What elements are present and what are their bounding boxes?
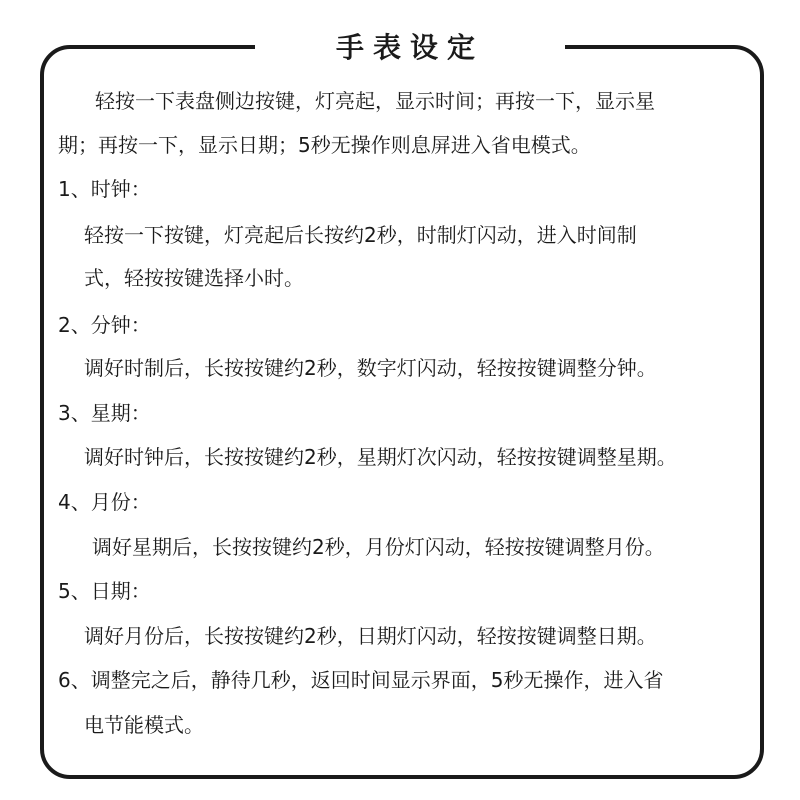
section-heading-clock: 1、时钟： <box>58 177 151 201</box>
section-heading-weekday: 3、星期： <box>58 401 151 425</box>
clock-text-line-2: 式，轻按按键选择小时。 <box>84 266 304 290</box>
section-heading-minute: 2、分钟： <box>58 313 151 337</box>
clock-text-line-1: 轻按一下按键，灯亮起后长按约2秒，时制灯闪动，进入时间制 <box>84 223 637 247</box>
page-title: 手表设定 <box>335 31 484 64</box>
intro-line-1: 轻按一下表盘侧边按键，灯亮起，显示时间；再按一下，显示星 <box>95 89 655 113</box>
section-heading-date: 5、日期： <box>58 579 151 603</box>
month-text: 调好星期后，长按按键约2秒，月份灯闪动，轻按按键调整月份。 <box>92 535 665 559</box>
minute-text: 调好时制后，长按按键约2秒，数字灯闪动，轻按按键调整分钟。 <box>84 356 657 380</box>
section-heading-month: 4、月份： <box>58 490 151 514</box>
finish-text-line-2: 电节能模式。 <box>84 713 204 737</box>
intro-line-2: 期；再按一下，显示日期；5秒无操作则息屏进入省电模式。 <box>58 133 591 157</box>
finish-text-line-1: 6、调整完之后，静待几秒，返回时间显示界面，5秒无操作，进入省 <box>58 668 664 692</box>
date-text: 调好月份后，长按按键约2秒，日期灯闪动，轻按按键调整日期。 <box>84 624 657 648</box>
weekday-text: 调好时钟后，长按按键约2秒，星期灯次闪动，轻按按键调整星期。 <box>84 445 677 469</box>
